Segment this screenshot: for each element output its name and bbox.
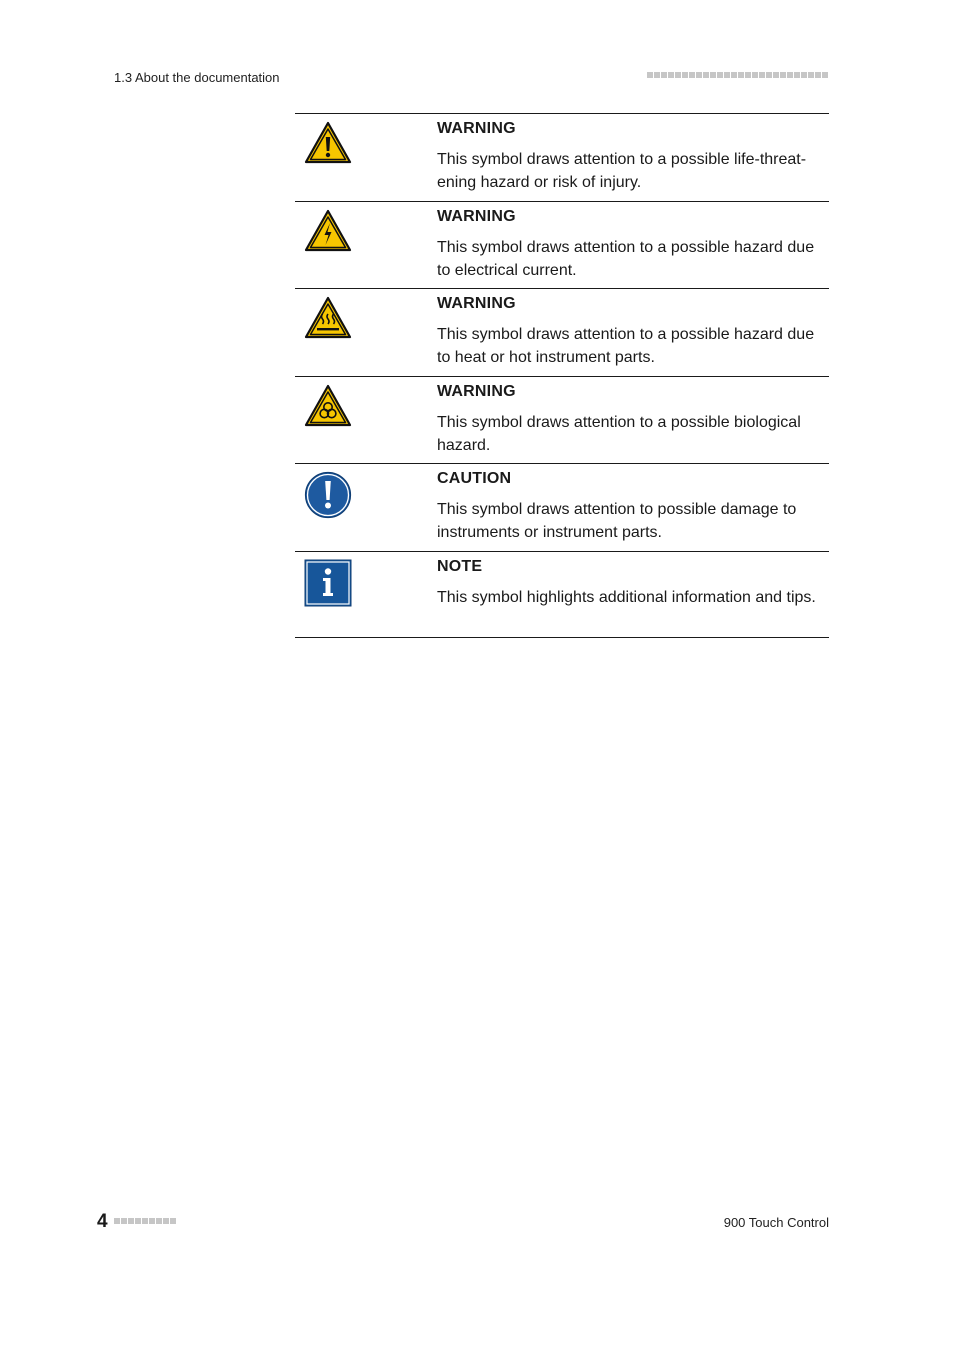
table-row (295, 551, 829, 639)
table-row (295, 288, 829, 376)
footer-dot-bar (114, 1218, 176, 1224)
table-row (295, 201, 829, 289)
table-row (295, 113, 829, 201)
row-title: CAUTION (437, 470, 512, 487)
row-title: WARNING (437, 120, 516, 137)
header-section-title: 1.3 About the documentation (114, 70, 280, 85)
row-title: WARNING (437, 295, 516, 312)
product-name: 900 Touch Control (723, 1215, 829, 1230)
caution-icon (304, 471, 352, 519)
row-description: This symbol highlights additional information and tips. (437, 588, 816, 606)
electrical-warning-icon (304, 209, 352, 253)
biohazard-warning-icon (304, 384, 352, 428)
hot-surface-warning-icon (304, 296, 352, 340)
symbol-table (295, 113, 829, 638)
row-title: WARNING (437, 382, 516, 400)
row-title: NOTE (437, 557, 483, 575)
row-title: WARNING (437, 207, 516, 225)
page-number: 4 (97, 1211, 108, 1232)
table-row (295, 376, 829, 464)
general-warning-icon (304, 121, 352, 165)
row-description: This symbol draws attention to a possible biological hazard. (437, 413, 801, 454)
row-description: This symbol draws attention to a possible hazard due to electrical current. (437, 238, 815, 279)
row-description: This symbol draws attention to a possible hazard due to heat or hot instrument parts. (437, 326, 815, 366)
header-dot-bar (647, 72, 828, 78)
row-description: This symbol draws attention to possible damage to instruments or instrument parts. (437, 501, 797, 541)
table-row (295, 463, 829, 551)
row-description: This symbol draws attention to a possible life-threatening hazard or risk of injury. (437, 151, 807, 191)
info-icon (304, 559, 352, 607)
